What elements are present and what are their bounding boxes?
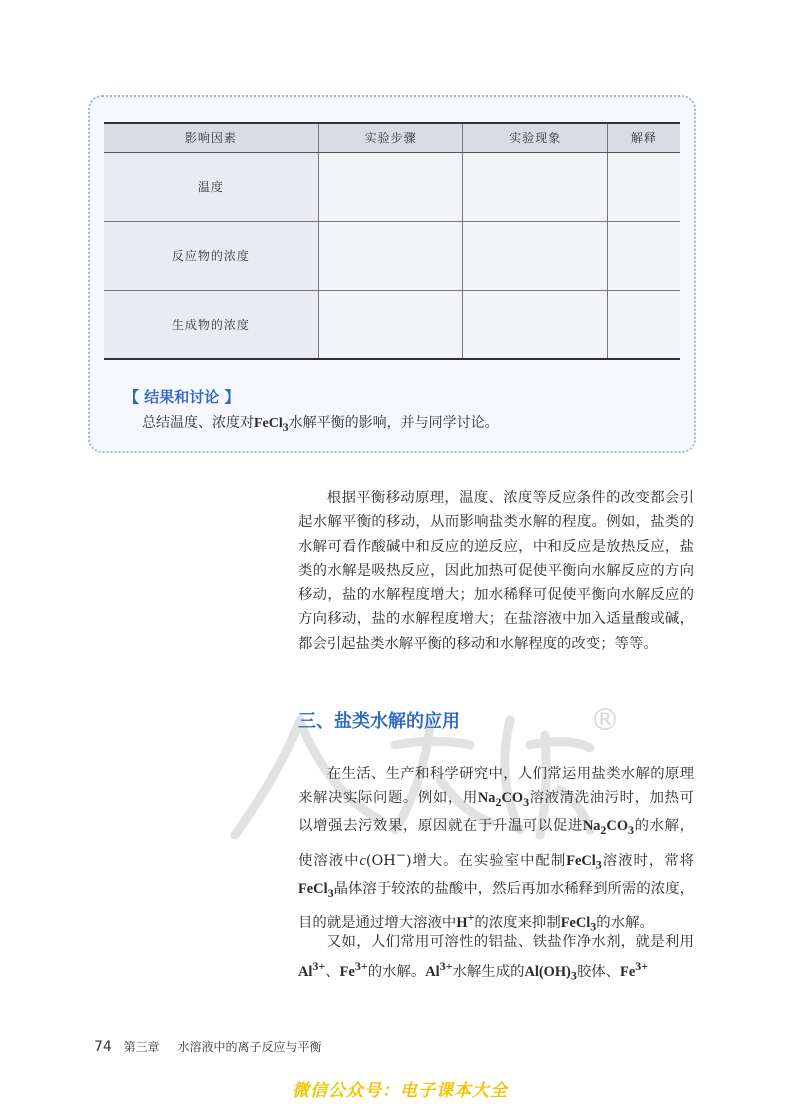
table-cell xyxy=(608,152,680,221)
table-cell xyxy=(463,290,608,359)
body-paragraph-2: 在生活、生产和科学研究中，人们常运用盐类水解的原理来解决实际问题。例如，用$Na_2CO_3$溶液清洗油污时，加热可以增强去污效果，原因就在于升温可以促进$Na_2CO_3$的水解，使溶液中c(OH−)增大。在实验室中配制FeCl$_3$溶液时，常将FeCl$_3$晶体溶于较浓的盐酸中，然后再加水稀释到所需的浓度，目的就是通过增大溶液中H+的浓度来抑制FeCl$_3$的水解。 xyxy=(298,766,694,934)
table-cell xyxy=(318,152,463,221)
table-cell xyxy=(318,221,463,290)
table-cell xyxy=(608,290,680,359)
wechat-watermark: 微信公众号：电子课本大全 xyxy=(292,1081,508,1101)
row-label-reactant-concentration: 反应物的浓度 xyxy=(104,221,318,290)
table-cell xyxy=(608,221,680,290)
table-row xyxy=(104,290,680,359)
chapter-title: 水溶液中的离子反应与平衡 xyxy=(177,1040,322,1054)
results-discussion-title: 【 结果和讨论 】 xyxy=(124,388,240,406)
header-steps: 实验步骤 xyxy=(318,123,463,152)
experiment-table xyxy=(104,122,680,360)
table-cell xyxy=(318,290,463,359)
header-phenomena: 实验现象 xyxy=(463,123,608,152)
page-footer xyxy=(94,1038,322,1055)
chapter-label: 第三章 xyxy=(123,1040,160,1054)
body-paragraph-1: 根据平衡移动原理，温度、浓度等反应条件的改变都会引起水解平衡的移动，从而影响盐类水解的程度。例如，盐类的水解可看作酸碱中和反应的逆反应，中和反应是放热反应，盐类的水解是吸热反应，因此加热可促使平衡向水解反应的方向移动，盐的水解程度增大；加水稀释可促使平衡向水解反应的方向移动，盐的水解程度增大；在盐溶液中加入适量酸或碱，都会引起盐类水解平衡的移动和水解程度的改变；等等。 xyxy=(298,490,694,652)
row-label-temperature: 温度 xyxy=(104,152,318,221)
registered-mark: ® xyxy=(590,703,620,738)
results-discussion-text: 总结温度、浓度对FeCl$_3$水解平衡的影响，并与同学讨论。 xyxy=(142,415,499,434)
table-row xyxy=(104,152,680,221)
header-factor: 影响因素 xyxy=(104,123,318,152)
table-cell xyxy=(463,221,608,290)
header-explanation: 解释 xyxy=(608,123,680,152)
body-paragraph-3: 又如，人们常用可溶性的铝盐、铁盐作净水剂，就是利用$Al^{3+}$、$Fe^{3+}$的水解。$Al^{3+}$水解生成的$Al(OH)_3$胶体、$Fe^{3+}$ xyxy=(298,934,694,983)
row-label-product-concentration: 生成物的浓度 xyxy=(104,290,318,359)
table-row xyxy=(104,221,680,290)
table-cell xyxy=(463,152,608,221)
page-number: 74 xyxy=(94,1039,112,1055)
section-title: 三、盐类水解的应用 xyxy=(298,711,460,732)
